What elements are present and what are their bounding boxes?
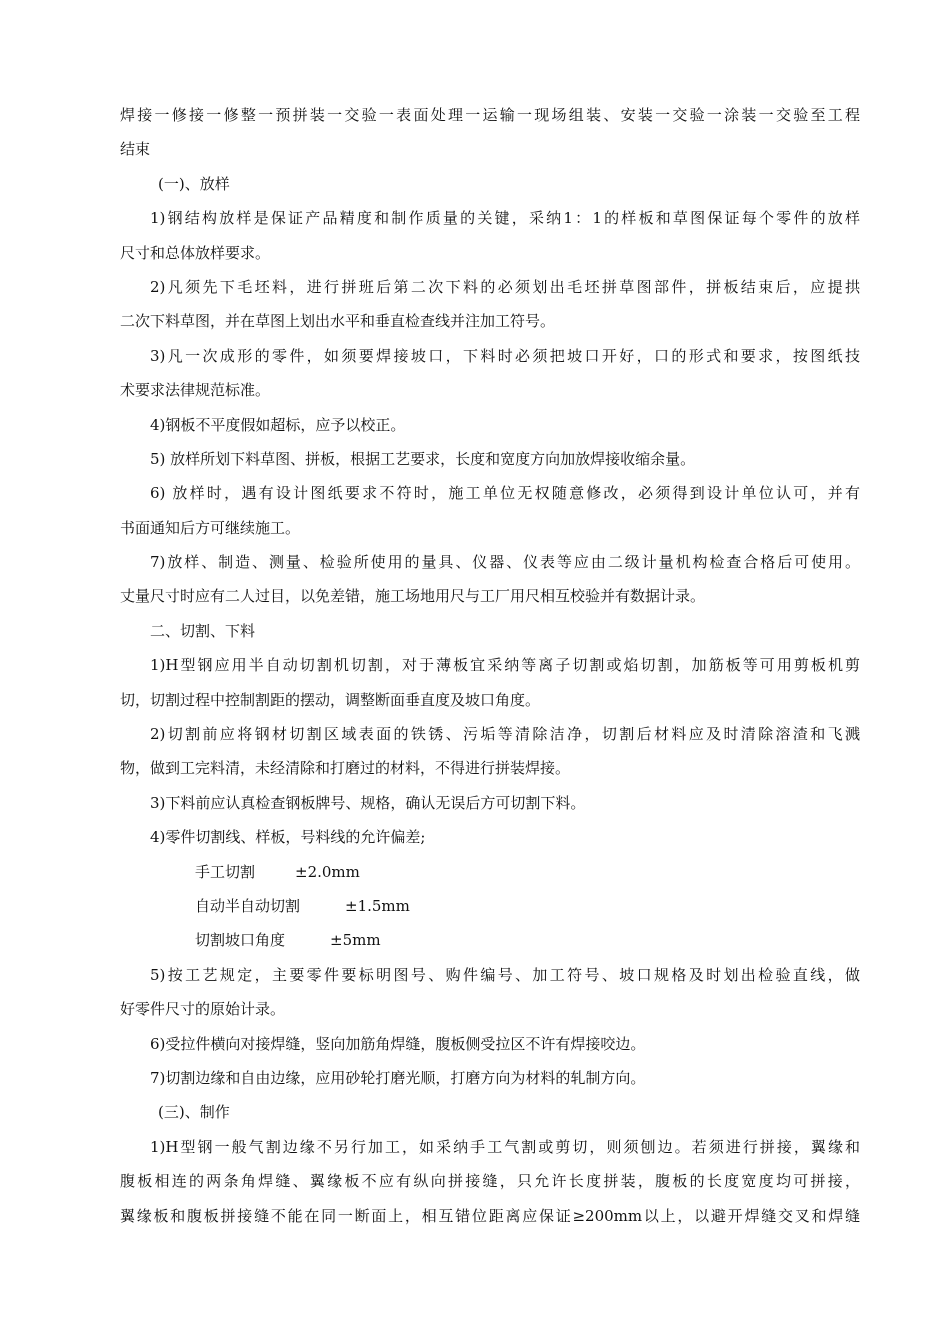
section-heading-cutting: 二、切割、下料 [150,621,256,640]
paragraph-line: 焊接一修接一修整一预拼装一交验一表面处理一运输一现场组装、安装一交验一涂装一交验至工程 [120,106,860,124]
tolerance-label: 自动半自动切割 [195,896,301,915]
paragraph-line: 5) 放样所划下料草图、拼板，根据工艺要求，长度和宽度方向加放焊接收缩余量。 [150,449,696,468]
tolerance-value: ±2.0mm [295,862,360,881]
paragraph-line: 二次下料草图，并在草图上划出水平和垂直检查线并注加工符号。 [120,312,556,331]
tolerance-label: 手工切割 [195,862,256,881]
paragraph-line: 1)H型钢一般气割边缘不另行加工，如采纳手工气割或剪切，则须刨边。若须进行拼接，翼缘和 [150,1137,860,1156]
tolerance-value: ±1.5mm [345,896,410,915]
paragraph-line: 结束 [120,140,151,159]
paragraph-line: 3)凡一次成形的零件，如须要焊接坡口，下料时必须把坡口开好，口的形式和要求，按图纸技 [150,346,860,365]
paragraph-line: 翼缘板和腹板拼接缝不能在同一断面上，相互错位距离应保证≥200mm以上，以避开焊缝交叉和焊缝 [120,1206,860,1225]
tolerance-row [120,855,860,889]
paragraph-line: 好零件尺寸的原始计录。 [120,1000,286,1019]
paragraph-line: 尺寸和总体放样要求。 [120,243,271,262]
paragraph-line: 4)零件切割线、样板，号料线的允许偏差; [150,828,426,847]
paragraph-line: 书面通知后方可继续施工。 [120,518,301,537]
paragraph-line: 4)钢板不平度假如超标，应予以校正。 [150,415,406,434]
tolerance-label: 切割坡口角度 [195,931,286,950]
paragraph-line: 6)受拉件横向对接焊缝，竖向加筋角焊缝，腹板侧受拉区不许有焊接咬边。 [150,1034,646,1053]
section-heading-fangyang: (一)、放样 [158,174,230,193]
paragraph-line: 2)切割前应将钢材切割区域表面的铁锈、污垢等清除洁净，切割后材料应及时清除溶渣和飞溅 [150,725,860,744]
paragraph-line: 术要求法律规范标准。 [120,381,271,400]
paragraph-line: 6) 放样时，遇有设计图纸要求不符时，施工单位无权随意修改，必须得到设计单位认可，并有 [150,484,860,503]
tolerance-value: ±5mm [330,931,381,950]
paragraph-line: 5)按工艺规定，主要零件要标明图号、购件编号、加工符号、坡口规格及时划出检验直线，做 [150,965,860,984]
paragraph-line: 切，切割过程中控制割距的摆动，调整断面垂直度及坡口角度。 [120,690,541,709]
document-page [120,98,860,1233]
paragraph-line: 1)钢结构放样是保证产品精度和制作质量的关键，采纳1：1的样板和草图保证每个零件的放样 [150,209,860,228]
paragraph-line: 7)切割边缘和自由边缘，应用砂轮打磨光顺，打磨方向为材料的轧制方向。 [150,1068,646,1087]
tolerance-row [120,889,860,923]
paragraph-line: 腹板相连的两条角焊缝、翼缘板不应有纵向拼接缝，只允许长度拼装，腹板的长度宽度均可拼接， [120,1172,860,1191]
paragraph-line: 1)H型钢应用半自动切割机切割，对于薄板宜采纳等离子切割或焰切割，加筋板等可用剪板机剪 [150,656,860,675]
paragraph-line: 丈量尺寸时应有二人过目，以免差错，施工场地用尺与工厂用尺相互校验并有数据计录。 [120,587,706,606]
paragraph-line: 物，做到工完料清，未经清除和打磨过的材料，不得进行拼装焊接。 [120,759,571,778]
section-heading-zhizuo: (三)、制作 [158,1103,230,1122]
paragraph-line: 3)下料前应认真检查钢板牌号、规格，确认无误后方可切割下料。 [150,793,586,812]
paragraph-line: 7)放样、制造、测量、检验所使用的量具、仪器、仪表等应由二级计量机构检查合格后可使用。 [150,553,860,572]
paragraph-line: 2)凡须先下毛坯料，进行拼班后第二次下料的必须划出毛坯拼草图部件，拼板结束后，应提拱 [150,277,860,296]
tolerance-row [120,923,860,957]
